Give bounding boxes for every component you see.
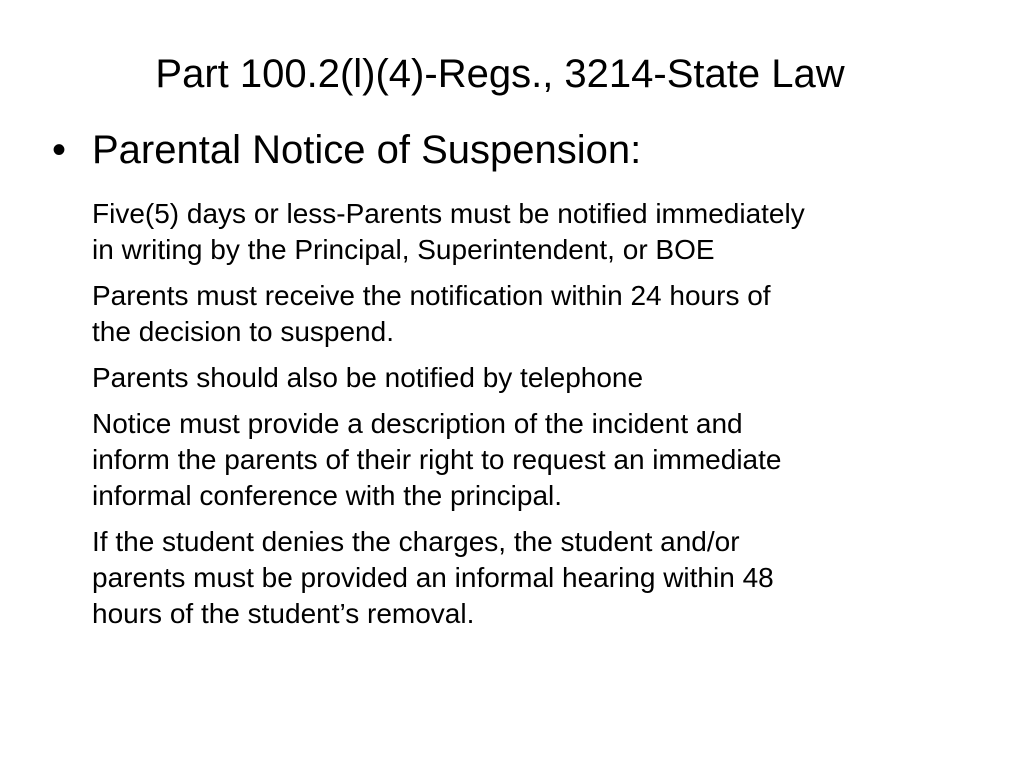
sub-point-line: If the student denies the charges, the student and/or bbox=[92, 526, 740, 557]
sub-point-informal-hearing bbox=[92, 524, 992, 632]
sub-point-line: Parents should also be notified by telephone bbox=[92, 362, 644, 393]
sub-point-line: Parents must receive the notification within 24 hours of bbox=[92, 280, 771, 311]
sub-point-telephone bbox=[92, 360, 992, 396]
sub-point-list bbox=[92, 196, 992, 642]
sub-point-line: Five(5) days or less-Parents must be notified immediately bbox=[92, 198, 805, 229]
sub-point-line: informal conference with the principal. bbox=[92, 480, 563, 511]
sub-point-line: Notice must provide a description of the incident and bbox=[92, 408, 743, 439]
slide-title: Part 100.2(l)(4)-Regs., 3214-State Law bbox=[155, 52, 845, 96]
sub-point-line: hours of the student’s removal. bbox=[92, 598, 475, 629]
sub-point-line: in writing by the Principal, Superintendent, or BOE bbox=[92, 234, 715, 265]
bullet-marker: • bbox=[52, 128, 67, 172]
sub-point-24-hours bbox=[92, 278, 992, 350]
sub-point-notice-description bbox=[92, 406, 992, 514]
sub-point-five-days bbox=[92, 196, 992, 268]
sub-point-line: the decision to suspend. bbox=[92, 316, 394, 347]
sub-point-line: inform the parents of their right to request an immediate bbox=[92, 444, 782, 475]
bullet-heading: Parental Notice of Suspension: bbox=[92, 128, 642, 172]
bullet-heading-row bbox=[52, 126, 992, 174]
sub-point-line: parents must be provided an informal hearing within 48 bbox=[92, 562, 774, 593]
